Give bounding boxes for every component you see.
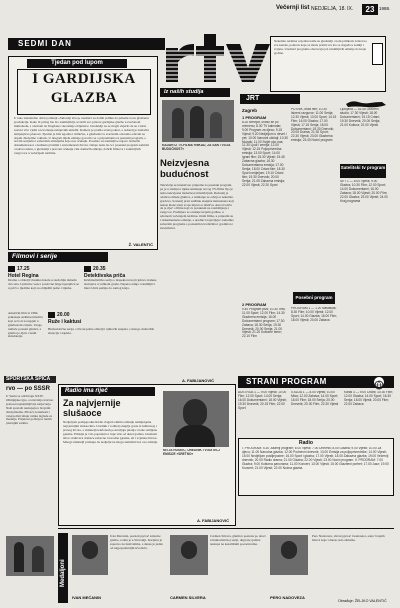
radio-caption: MITJA RUSKIĆ, UREDNIK I VODITELJ EMISIJE »SRETNO« <box>163 449 221 456</box>
portrait-photo <box>170 535 208 575</box>
radio-body: Nedjeljom poslijepodne Radio Zagreb emitira emisiju namijenjenu najvjernijim slušaocima. Urednik i voditelj okuplja goste iz kulturnog i javnog života, a slušatelji telefonom postavljaju pitanja i traže omiljene pjesme. Emisija je vrlo popularna i traje više od deset godina. Glazbeni izbor obuhvaća domaće zabavne i narodne pjesme, ali i svjetske hitove. Mnogi slušatelji priznaju da nedjelju ne mogu zamisliti bez ove emisije. <box>63 421 158 444</box>
page-number: 23 <box>362 4 378 15</box>
medaljon-name: PERO NADOVEZA <box>270 595 305 600</box>
tv-channel-icon <box>48 312 55 318</box>
films-header: Filmovi i serije <box>8 252 108 262</box>
film-item <box>48 312 108 325</box>
article-body: U tako standardno dobroj emisiji »Subotnji zbroj« urednici su dobili priliku da prikažu novu glazbenu produkciju. Kako bi prilog bio što zanimljiviji, uvrstili su i prizore gardijske glazbe u svečanom mimohodu, s obzirom na blagdane i skorašnje obljetnice. Gledatelji su se mogli uvjeriti da su i takvi sastavi vrlo vješti u izvođenju zahtjevnih skladbi. Kamera je pratila svaki pokret, a redatelj je znalački izmjenjivao planove. Pjesma je bila ugodna i ritmična, a glazbenici u svečanim odorama odavali su dojam discipline i sklada. U drugom dijelu emisije govorilo se o pripremama za jesenski program, o novim serijama i zabavnim emisijama koje nas očekuju. Posebno su zanimljive najave domaćih dokumentaraca o kulturnoj baštini i suvremenom životu. Ostaje nada da će i jesenski program zadržati ovakvu razinu, a gledatelji s pravom očekuju više domaćih emisija, dobrih filmova i zanimljivih razgovora u večernjem terminu. <box>14 117 150 156</box>
sport-body: U Seulu se održavaju XXIV. Olimpijske igre, a televizija izravno prenosi najzanimljivija natjecanja. Naši sportaši nastupaju u brojnim disciplinama. Plivači, košarkaši i vaterpolisti imaju velike izglede za medalje. Prijenosi počinju u ranim jutarnjim satima. <box>6 395 54 426</box>
film-time: 17.25 <box>17 266 30 272</box>
radio-body-cont <box>163 465 229 511</box>
film-item <box>84 266 158 313</box>
foreign-header: STRANI PROGRAM <box>238 376 394 388</box>
jrt-col2: PUTNIK, kraći film; 10.30 Iskreni razgovor; 11.00 Serija; 12.30 Vijesti; 13.00 Sport; 14.15 Film; 16.00 Glazba; 17.00 Vijesti; 17.15 Serija; 18.00 Dokumentarni; 19.30 Dnevnik; 20.05 Drama; 21.30 Sport; 22.30 Vijesti; 23.00 Glazbena emisija; 23.40 Noćni program <box>291 108 337 143</box>
jrt-col1b: 9.40 Program plus; 10.30 Test; 11.00 Sport; 12.00 Film; 14.30 Glazbena emisija; 16.00 Dokumentarni program; 17.30 Zabava; 18.30 Serija; 19.30 Dnevnik; 20.00 Serija; 21.00 Vijesti; 21.20 Kulturne teme; 22.10 Film <box>242 308 286 339</box>
medaljoni-footer: Obrađuje: ŽELJKO VALENTIĆ <box>338 599 387 603</box>
radio-program-box <box>238 438 394 496</box>
article-title-line1: I GARDIJSKA <box>32 71 136 87</box>
main-article <box>8 56 158 250</box>
callout-text: Nekoliko termina u tjednu našle su gledatelji ovom prilikom. Izlazi na sve kanale, pomoću koje se može pratiti sve što se događa u zemlji i svijetu. Urednici programa obećavaju još zanimljivih emisija do kraja godine. <box>274 40 367 55</box>
medaljoni-header: Medaljoni <box>60 559 66 587</box>
person-portrait <box>281 541 297 559</box>
issue-date: NEDJELJA, 18. IX. <box>311 6 354 12</box>
person-figure <box>14 542 24 572</box>
person-figure <box>190 106 204 138</box>
radio-signature: A. FABIJANOVIĆ <box>196 518 229 523</box>
medaljon-name: CARMEN SILVERA <box>170 595 206 600</box>
medaljon-text: Carmen Silvera, glumica poznata po ulozi u humorističnoj seriji, dugi niz godina nastupa na kazališnim pozornicama. <box>210 535 266 546</box>
radio-program-header: Radio <box>299 440 313 446</box>
sport-photo <box>6 536 54 576</box>
tv-icon <box>372 43 383 65</box>
radio-title-line2: slušaoce <box>63 408 102 418</box>
film-title: Detektivska priča <box>84 273 126 279</box>
rtv-logo-graphic <box>160 30 272 84</box>
jrt-zagreb: Zagreb <box>242 108 258 113</box>
article-signature: Ž. VALENTIĆ <box>128 242 153 247</box>
film-title: Ruže i kaktusi <box>48 319 82 325</box>
foreign-program <box>238 376 394 496</box>
person-figure <box>172 108 184 138</box>
jrt-col3b: SET 1 — 8.00 Vijesti; 9.00 Glazba; 10.30 Film; 12.00 Sport; 14.00 Dokumentarni; 16.00 Zabava; 18.00 Vijesti; 20.00 Film; 22.00 Glazba; 23.00 Vijesti; 24.00 Kraj programa <box>340 180 388 203</box>
globe-icon <box>374 377 384 387</box>
radio-title-line1: Za najvjernije <box>63 398 121 408</box>
medaljon-text: Ivan Mećanin, poznati pjevač zabavne glazbe, rođen je u Slavoniji. Karijeru je započeo na festivalima, a danas je jedan od najpopularnijih izvođača. <box>110 535 163 550</box>
film-description: Humoristična serija o životu jedne obitelji i njihovih susjeda, s mnogo duhovitih situacija i zapleta. <box>48 328 155 335</box>
jrt-listings <box>240 94 390 374</box>
posebni-header: Posebni program <box>293 292 335 304</box>
satelitski-header: Satelitski tv program <box>340 164 386 178</box>
studio-header: Iz naših studija <box>160 88 230 97</box>
article-title-box <box>17 69 151 115</box>
radio-photo <box>163 391 229 447</box>
radio-article <box>58 384 236 526</box>
sport-section <box>4 376 56 606</box>
radio-program-body: I. PROGRAM: 5.30 Jutarnji program; 6.00 Vijesti; 7.00 Dnevnik; 8.00 Glazba; 9.00 Vijesti; 10.00 Za djecu; 11.00 Narodna glazba; 12.00 Podnevni dnevnik; 13.00 Emisija za poljoprivrednike; 14.00 Vijesti; 15.00 Nedjeljom poslijepodne; 16.00 Sport i glazba; 17.00 Vijesti; 18.00 Zabavna glazba; 19.00 Večernji dnevnik; 20.00 Radio drama; 21.00 Glazba; 22.00 Vijesti; 23.00 Noćni program. II. PROGRAM: 7.00 Glazba; 9.00 Kulturna panorama; 11.00 Koncert; 13.00 Vijesti; 15.00 Glazbeni portret; 17.00 Jazz; 19.00 Koncert; 21.00 Vijesti; 22.00 Noćna glazba. <box>242 447 389 470</box>
studio-body: Televizija se intenzivno priprema za jesenski program, pa je u studiju u tijeku snimanje novog TV-filma čija je tema neizvjesna budućnost mladih ljudi. Redatelj je odabrao mlade glumce, a snimanje se odvija u nekoliko gradova. Scenarij prati sudbinu skupine maturanata koji nakon škole traže svoje mjesto u društvu. Autori ističu da je riječ o filmu koji će potaknuti na razmišljanje i razgovor. Premijera se očekuje krajem godine, u udarnom večernjem terminu. Osim filma, u pripremi su i dokumentarne emisije, a urednici najavljuju i nekoliko zabavnih programa s poznatim izvođačima i gostima iz inozemstva. <box>160 184 234 230</box>
paper-name: Večernji list <box>276 5 310 11</box>
article-title-line2: GLAZBA <box>50 90 118 106</box>
person-portrait <box>181 541 197 559</box>
medaljoni-bar <box>58 533 68 603</box>
studio-title <box>160 158 236 180</box>
jrt-col1: 8.20 Brevijar, ovidio se po vremenu; 8.30 TV kalendar; 9.00 Program za djecu; 9.15 Vijesti; 9.20 Nedjeljom u devet i pet; 10.00 Narodni običaji; 10.30 Mozaik; 11.00 Svijet oko nas; 11.30 Ljudi i zemlja; 12.00 Vijesti; 12.15 Poljoprivredna emisija; 13.00 Sport; 14.00 Igrani film; 15.30 Vijesti; 15.45 Zabavna glazba; 16.30 Dokumentarna emisija; 17.00 Serija; 18.00 Crtani film; 18.30 Sport nedjeljom; 19.10 Crtani film; 19.30 Dnevnik; 20.00 Serija; 21.05 Zabavna emisija; 22.00 Vijesti; 22.20 Sport <box>242 121 288 187</box>
studio-photo <box>162 100 234 142</box>
section-title: SEDMI DAN <box>8 38 165 50</box>
tv-channel-icon <box>8 266 15 272</box>
jrt-program1: 1 PROGRAM <box>242 115 267 120</box>
medaljon-text: Pero Nadoveza, slavni pjevač i kantautor, autor brojnih hitova koje i danas rado slušamo. <box>312 535 385 542</box>
jrt-header: JRT <box>240 94 300 104</box>
issue-year: 1988. <box>379 6 391 11</box>
studio-title-line1: Neizvjesna <box>160 158 210 169</box>
rtv-logo <box>160 30 272 84</box>
jrt-col2b: PROGRAM 1 — 1.20 Nastavak; 8.30 Film; 10.00 Vijesti; 12.00 Sport; 14.00 Glazba; 16.00 Film; 18.00 Vijesti; 20.00 Zabava <box>291 307 337 322</box>
article-kicker: Tjedan pod lupom <box>27 59 127 68</box>
person-figure <box>210 112 222 138</box>
medaljon-name: IVAN MEĆANIN <box>72 595 102 600</box>
film-time: 20.00 <box>57 312 70 318</box>
studio-caption: KADAR IZ TV-FILMA »NIKAD, ZA SAN TVOJA BUDUĆNOST« <box>162 144 231 151</box>
jrt-program2: 2 PROGRAM <box>242 302 267 307</box>
films-section <box>8 252 158 372</box>
studio-title-line2: budućnost <box>160 169 209 180</box>
film-description: Drama o obitelji vlasnika hotela u razdoblju između dva rata. Ljubavne veze i poslovne brige isprepliću se u priči o ljudima koji su obilježili jedno vrijeme. <box>8 279 79 290</box>
film-title: Hotel Regina <box>8 273 39 279</box>
jrt-col3: Ljubljana — 16.45 Otvoreni studio; 17.30 Vijesti; 18.00 Dokumentarni; 19.15 Crtani; 19.30 Dnevnik; 20.00 Serija; 21.00 Kultura; 22.00 Vijesti <box>340 108 381 127</box>
radio-header: Radio ima riječ <box>61 387 155 396</box>
film-description: Kriminalistička serija o inspektoru koji rješava složene slučajeve u velikom gradu. Napeta radnja i zanimljivi likovi drže pažnju do samog kraja. <box>84 279 157 290</box>
film-time: 20.35 <box>93 266 106 272</box>
studio-signature: A. FABIJANOVIĆ <box>182 378 215 383</box>
sport-title: rvo — po SSSR <box>6 386 51 392</box>
person-portrait <box>82 541 98 559</box>
yugoslavia-map-icon <box>344 96 388 106</box>
person-portrait <box>183 399 207 427</box>
radio-title <box>63 398 173 418</box>
portrait-photo <box>270 535 308 575</box>
foreign-col3: Kanal 3 — 9.00 Crtani; 10.30 Film; 12.00 Glazba; 14.00 Sport; 16.30 Serija; 18.00 Vijesti; 20.00 Film; 22.00 Zabava <box>344 391 393 406</box>
medaljoni-section <box>58 528 394 607</box>
film-item <box>8 266 80 313</box>
callout-box <box>270 36 386 92</box>
person-figure <box>32 546 44 572</box>
portrait-photo <box>72 535 108 575</box>
foreign-col2: ITALIJA 1 — 8.00 Vijesti; 10.00 Misa; 12.00 Zabava; 14.00 Sport; 16.00 Film; 18.00 Serija; 20.00 Dnevnik; 20.30 Film; 22.30 Vijesti <box>291 391 339 406</box>
foreign-col1: AUSTRIJA 1 — 9.00 Vijesti; 10.00 Film; 12.00 Sport; 14.00 Serija; 16.00 Dokumentarni; 18.00 Vijesti; 19.30 Dnevnik; 20.15 Film; 22.00 Sport <box>238 391 287 410</box>
masthead <box>8 4 396 28</box>
sport-header: SPORTSKA ŠPICA <box>4 376 56 383</box>
person-portrait <box>175 425 215 447</box>
film-description: Američki film iz 1984. prikazuje sudbinu mladića koji se bori za uspjeh u glazbenom svijetu. Uloge tumače poznati glumci, a glazba je djelo vrsnih skladatelja. <box>8 312 43 339</box>
tv-channel-icon <box>84 266 91 272</box>
